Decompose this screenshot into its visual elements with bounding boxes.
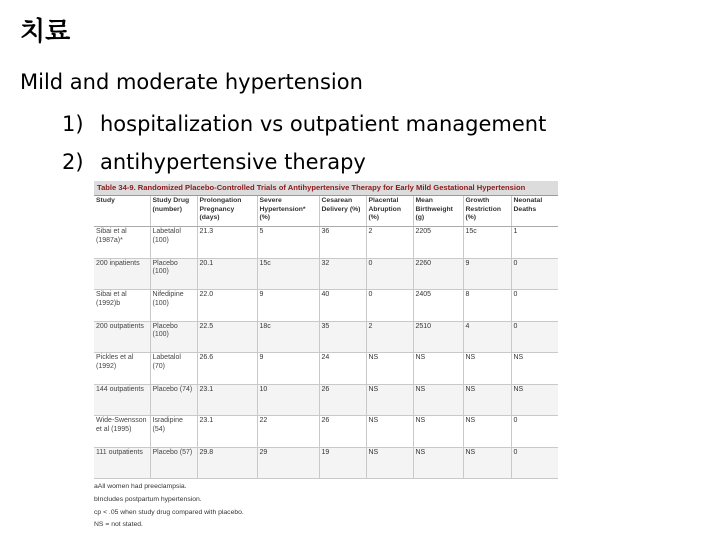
column-header: Study — [94, 196, 150, 227]
table-cell: Pickles et al (1992) — [94, 353, 150, 385]
table-cell: 0 — [511, 321, 558, 353]
table-cell: NS — [366, 416, 413, 448]
column-header: Study Drug (number) — [150, 196, 197, 227]
table-cell: 0 — [511, 447, 558, 479]
list-number: 2) — [62, 150, 84, 175]
list-item — [62, 150, 546, 175]
table-cell: 23.1 — [197, 384, 257, 416]
table-cell: 22 — [257, 416, 319, 448]
table-cell: 9 — [257, 353, 319, 385]
table-row — [94, 290, 558, 322]
footnote: bIncludes postpartum hypertension. — [94, 495, 202, 503]
trials-table-figure — [94, 181, 558, 535]
table-cell: NS — [463, 384, 511, 416]
table-cell: Placebo (100) — [150, 321, 197, 353]
list-text: antihypertensive therapy — [100, 150, 366, 175]
table-cell: 23.1 — [197, 416, 257, 448]
table-cell: 32 — [319, 258, 366, 290]
table-cell: 15c — [463, 227, 511, 259]
table-footnotes — [94, 484, 558, 529]
table-cell: 2 — [366, 321, 413, 353]
table-cell: 0 — [366, 290, 413, 322]
table-cell: 144 outpatients — [94, 384, 150, 416]
table-caption: Table 34-9. Randomized Placebo-Controlled Trials of Antihypertensive Therapy for Early Mild Gestational Hypertension — [94, 181, 558, 196]
list-text: hospitalization vs outpatient management — [100, 112, 547, 136]
table-cell: NS — [511, 384, 558, 416]
table-row — [94, 416, 558, 448]
table-cell: 5 — [257, 227, 319, 259]
table-cell: 9 — [257, 290, 319, 322]
table-cell: 111 outpatients — [94, 447, 150, 479]
table-cell: NS — [511, 353, 558, 385]
column-header: Prolongation Pregnancy (days) — [197, 196, 257, 227]
table-cell: Isradipine (54) — [150, 416, 197, 448]
table-row — [94, 227, 558, 259]
table-cell: 1 — [511, 227, 558, 259]
table-cell: 22.5 — [197, 321, 257, 353]
trials-table — [94, 196, 558, 479]
column-header: Mean Birthweight (g) — [413, 196, 463, 227]
table-row — [94, 321, 558, 353]
table-cell: Placebo (74) — [150, 384, 197, 416]
table-cell: 200 outpatients — [94, 321, 150, 353]
list-item — [62, 112, 546, 137]
column-header: Severe Hypertension* (%) — [257, 196, 319, 227]
table-cell: 0 — [511, 416, 558, 448]
footnote: cp < .05 when study drug compared with placebo. — [94, 508, 244, 516]
table-cell: Sibai et al (1992)b — [94, 290, 150, 322]
table-cell: NS — [413, 384, 463, 416]
table-cell: 2260 — [413, 258, 463, 290]
table-cell: 2405 — [413, 290, 463, 322]
table-cell: Sibai et al (1987a)* — [94, 227, 150, 259]
table-cell: 2205 — [413, 227, 463, 259]
table-cell: 2510 — [413, 321, 463, 353]
table-cell: 15c — [257, 258, 319, 290]
list-number: 1) — [62, 112, 84, 136]
table-cell: 24 — [319, 353, 366, 385]
subtitle: Mild and moderate hypertension — [20, 70, 363, 94]
table-row — [94, 447, 558, 479]
table-cell: 26.6 — [197, 353, 257, 385]
table-cell: 26 — [319, 384, 366, 416]
table-cell: NS — [366, 447, 413, 479]
table-cell: 20.1 — [197, 258, 257, 290]
table-row — [94, 384, 558, 416]
table-cell: 18c — [257, 321, 319, 353]
table-cell: 0 — [366, 258, 413, 290]
table-header-row — [94, 196, 558, 227]
table-cell: 22.0 — [197, 290, 257, 322]
table-cell: 4 — [463, 321, 511, 353]
slide-title: 치료 — [20, 17, 71, 47]
column-header: Neonatal Deaths — [511, 196, 558, 227]
table-cell: Wide-Swensson et al (1995) — [94, 416, 150, 448]
table-cell: 2 — [366, 227, 413, 259]
table-cell: 26 — [319, 416, 366, 448]
table-cell: NS — [413, 447, 463, 479]
table-cell: NS — [366, 384, 413, 416]
table-cell: 35 — [319, 321, 366, 353]
footnote: aAll women had preeclampsia. — [94, 483, 187, 491]
table-cell: 40 — [319, 290, 366, 322]
table-cell: 10 — [257, 384, 319, 416]
table-cell: Labetalol (100) — [150, 227, 197, 259]
table-cell: 19 — [319, 447, 366, 479]
table-cell: NS — [366, 353, 413, 385]
table-cell: NS — [463, 447, 511, 479]
table-cell: 21.3 — [197, 227, 257, 259]
table-cell: 0 — [511, 290, 558, 322]
table-cell: NS — [413, 416, 463, 448]
table-cell: 29.8 — [197, 447, 257, 479]
table-cell: 8 — [463, 290, 511, 322]
column-header: Cesarean Delivery (%) — [319, 196, 366, 227]
table-cell: Placebo (100) — [150, 258, 197, 290]
table-cell: 9 — [463, 258, 511, 290]
table-cell: 29 — [257, 447, 319, 479]
table-cell: 36 — [319, 227, 366, 259]
table-cell: NS — [463, 353, 511, 385]
column-header: Placental Abruption (%) — [366, 196, 413, 227]
table-row — [94, 258, 558, 290]
column-header: Growth Restriction (%) — [463, 196, 511, 227]
therapy-list — [62, 112, 546, 188]
table-cell: Nifedipine (100) — [150, 290, 197, 322]
table-cell: NS — [413, 353, 463, 385]
table-cell: 0 — [511, 258, 558, 290]
table-row — [94, 353, 558, 385]
table-cell: NS — [463, 416, 511, 448]
footnote: NS = not stated. — [94, 521, 143, 529]
table-cell: Labetalol (70) — [150, 353, 197, 385]
table-cell: Placebo (57) — [150, 447, 197, 479]
table-cell: 200 inpatients — [94, 258, 150, 290]
